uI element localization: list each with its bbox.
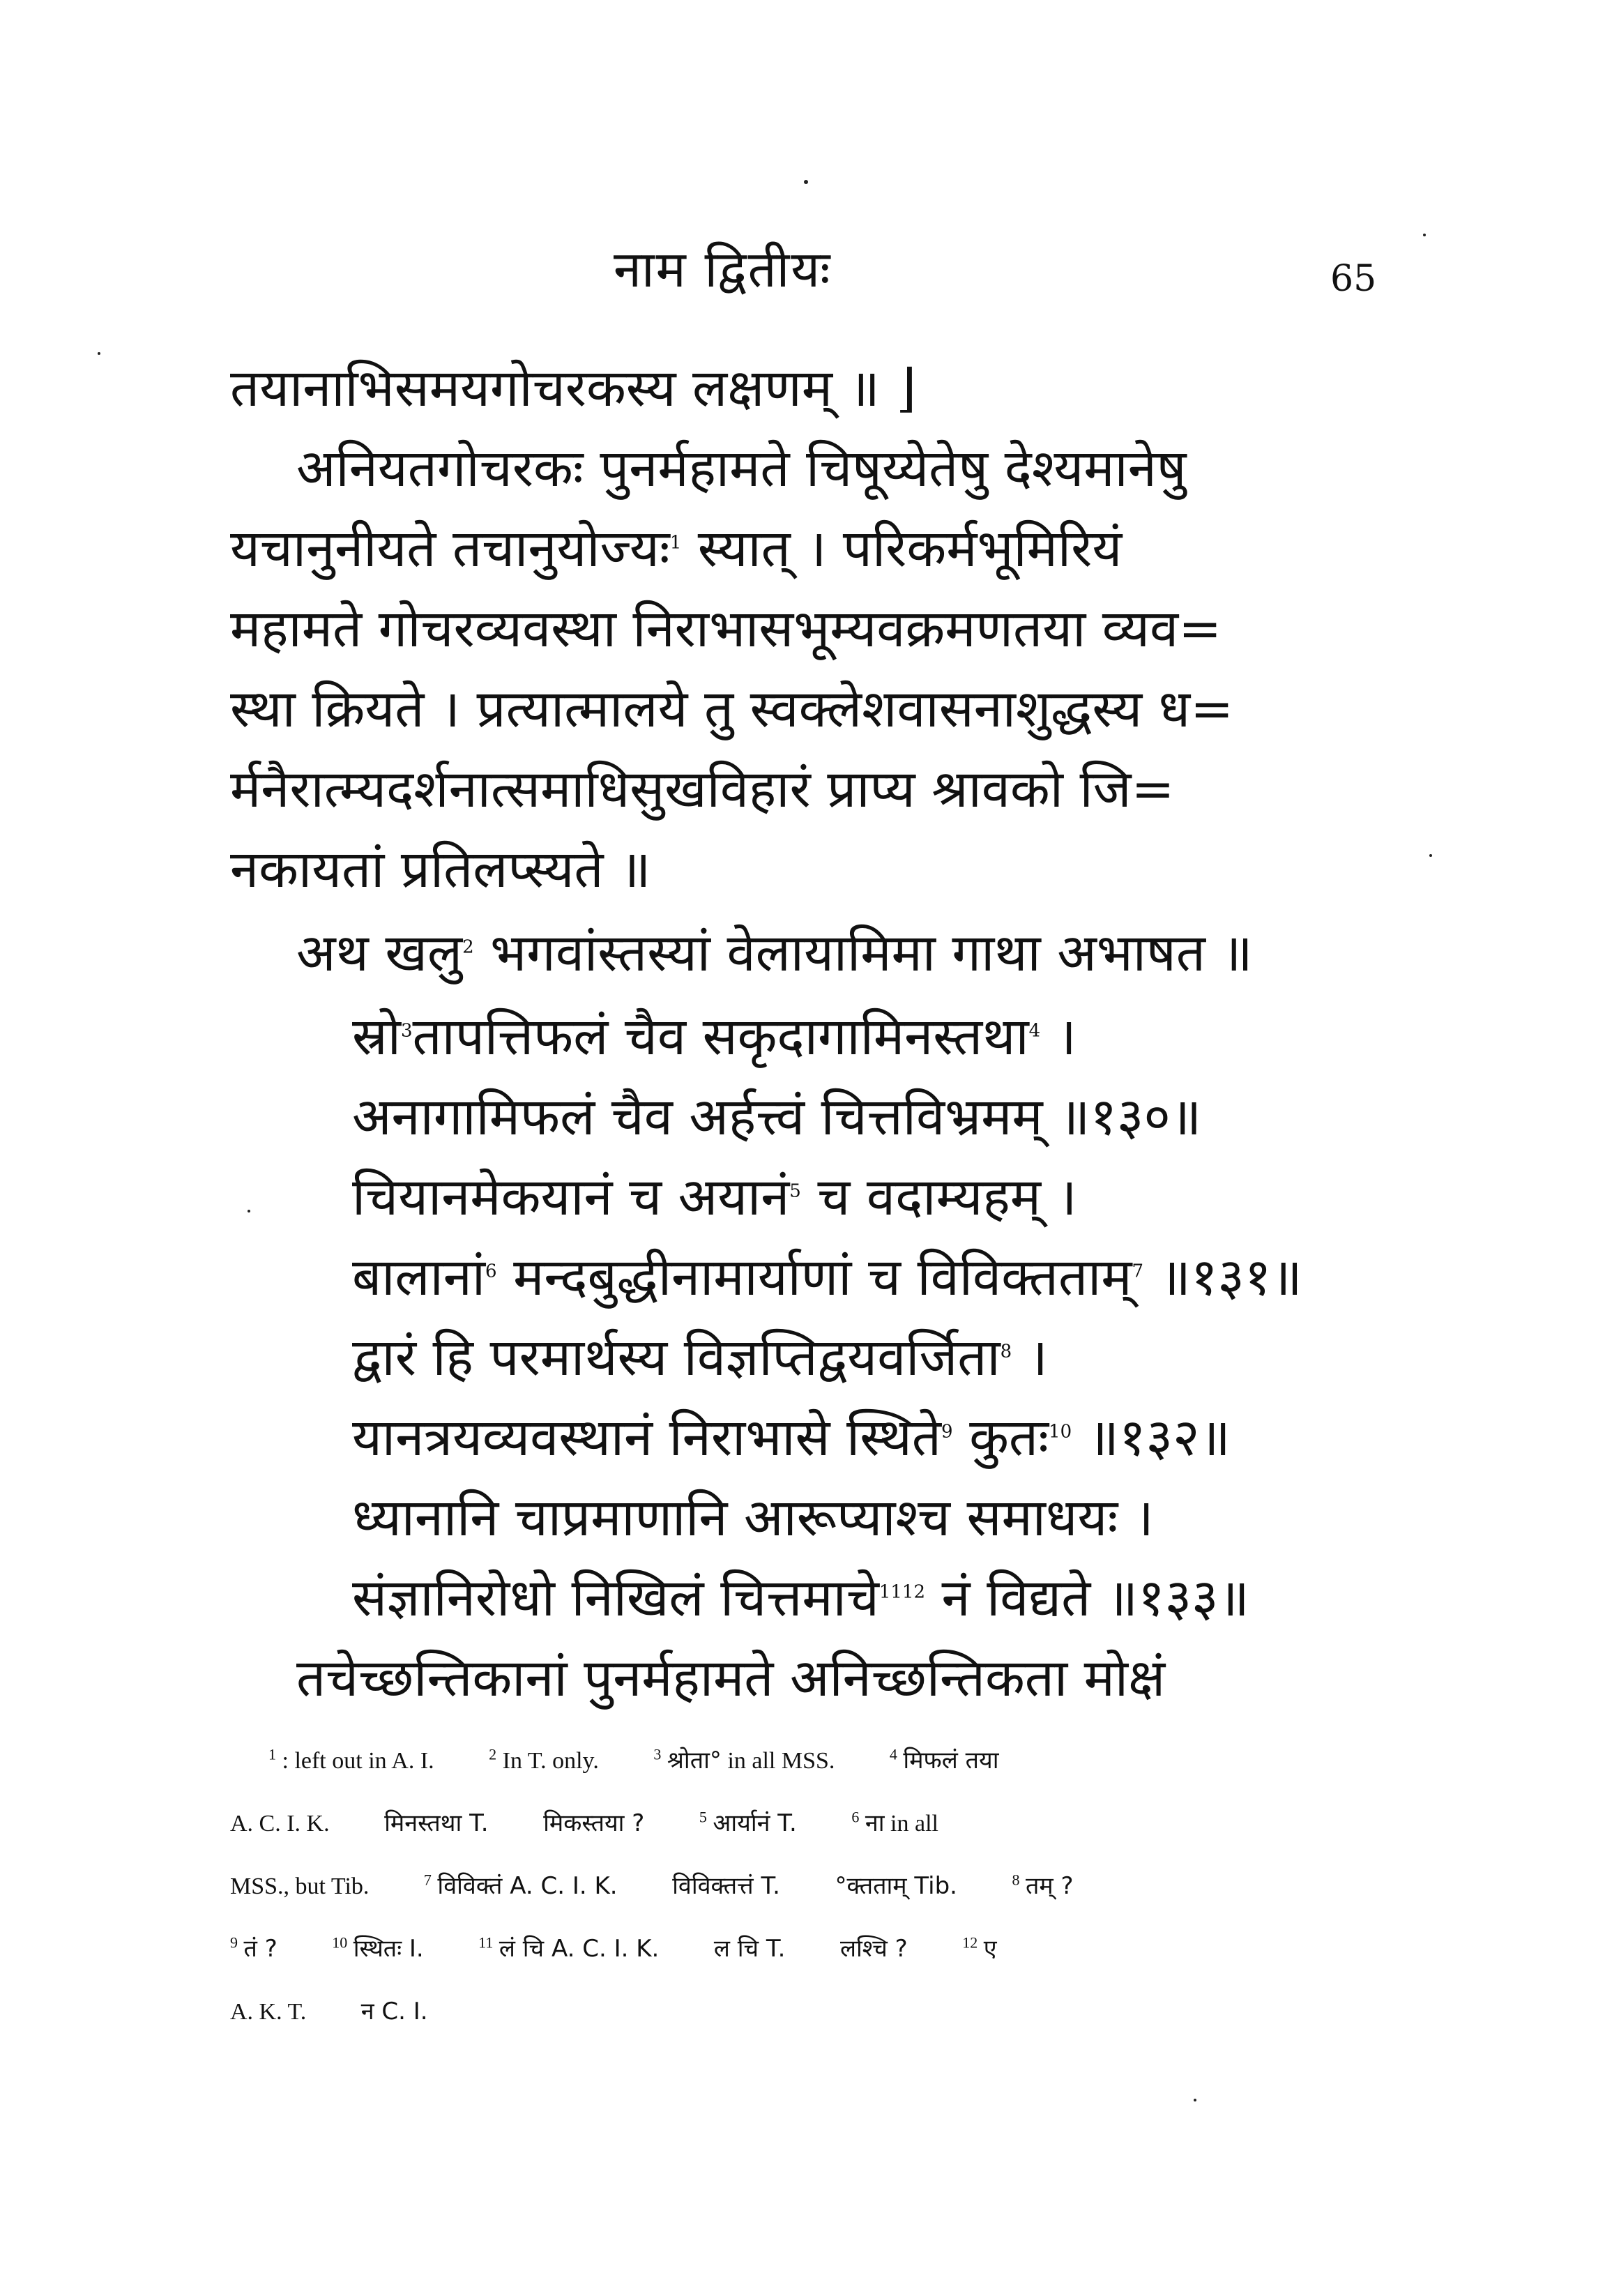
footnote: $^{12}$ ए — [962, 1933, 997, 1963]
footnote: $^4$ मिफलं तया — [889, 1745, 999, 1774]
verse-line: स्रो$^3$तापत्तिफलं चैव सकृदागामिनस्तथा$^4$ । — [352, 1007, 1077, 1067]
footnote-ref: 4 — [1028, 1020, 1041, 1042]
prose-line: महामते गोचरव्यवस्था निराभासभूम्यवक्रमणतया व्यव= — [230, 599, 1222, 659]
footnote-ref: 6 — [485, 1261, 497, 1282]
footnote-ref: 3 — [400, 1020, 413, 1042]
print-speck — [98, 352, 100, 355]
footnote: $^8$ तम् ? — [1012, 1871, 1074, 1900]
footnote: $^3$ श्रोता° in all MSS. — [653, 1745, 835, 1774]
print-speck — [804, 180, 808, 184]
verse-line: संज्ञानिरोधो निखिलं चित्तमाचे$^{1112}$ नं विद्यते ॥१३३॥ — [352, 1568, 1249, 1628]
footnote-line — [230, 1869, 1123, 1901]
footnote-line — [230, 1994, 477, 2026]
page-number: 65 — [1330, 258, 1377, 300]
footnote-ref: 12 — [902, 1581, 926, 1603]
footnote: $^{10}$ स्थितः I. — [332, 1933, 424, 1963]
footnote-line — [230, 1806, 987, 1838]
verse-line: द्वारं हि परमार्थस्य विज्ञप्तिद्वयवर्जिता$^8$ । — [352, 1328, 1048, 1388]
prose-line: तयानाभिसमयगोचरकस्य लक्षणम् ॥ ⌋ — [230, 358, 917, 418]
footnote-text: विविक्तत्तं T. — [672, 1872, 780, 1900]
print-speck — [1194, 2099, 1196, 2101]
footnote: $^1$ : left out in A. I. — [268, 1745, 434, 1774]
print-speck — [248, 1210, 250, 1212]
footnote-text: ल चि T. — [713, 1935, 786, 1963]
footnote-line — [268, 1743, 1048, 1775]
prose-line: यचानुनीयते तचानुयोज्यः$^1$ स्यात् । परिकर्मभूमिरियं — [230, 519, 1123, 579]
footnote-text: A. K. T. — [230, 1999, 307, 2025]
prose-line: नकायतां प्रतिलप्स्यते ॥ — [230, 839, 651, 899]
print-speck — [1429, 854, 1432, 857]
print-speck — [1423, 234, 1426, 236]
verse-line: चियानमेकयानं च अयानं$^5$ च वदाम्यहम् । — [352, 1167, 1077, 1227]
verse-line: यानत्रयव्यवस्थानं निराभासे स्थिते$^9$ कुतः$^{10}$ ॥१३२॥ — [352, 1408, 1231, 1468]
running-head: नाम द्वितीयः — [614, 240, 832, 298]
footnote: $^2$ In T. only. — [489, 1745, 599, 1774]
verse-intro: अथ खलु$^2$ भगवांस्तस्यां वेलायामिमा गाथा अभाषत ॥ — [296, 923, 1253, 983]
footnote-text: मिकस्तया ? — [543, 1809, 645, 1837]
verse-line: बालानां$^6$ मन्दबुद्धीनामार्याणां च विविक्तताम्$^7$ ॥१३१॥ — [352, 1247, 1302, 1307]
prose-line: तचेच्छन्तिकानां पुनर्महामते अनिच्छन्तिकता मोक्षं — [296, 1648, 1166, 1708]
footnote: $^5$ आर्यानं T. — [699, 1808, 797, 1837]
footnote-ref: 1 — [669, 532, 682, 554]
footnote-ref: 7 — [1132, 1261, 1144, 1282]
verse-line: अनागामिफलं चैव अर्हत्त्वं चित्तविभ्रमम् ॥१३०॥ — [352, 1087, 1202, 1147]
footnote-text: लश्चि ? — [839, 1935, 908, 1963]
footnote-ref: 9 — [941, 1421, 953, 1443]
footnote: $^{11}$ लं चि A. C. I. K. — [478, 1933, 660, 1963]
verse-line: ध्यानानि चाप्रमाणानि आरूप्याश्च समाधयः । — [352, 1488, 1154, 1548]
footnote-ref: 8 — [1000, 1341, 1012, 1362]
footnote-line — [230, 1931, 1046, 1963]
footnote-text: MSS., but Tib. — [230, 1873, 370, 1899]
footnote-ref: 5 — [789, 1180, 801, 1202]
footnote-text: मिनस्तथा T. — [384, 1809, 489, 1837]
prose-line: र्मनैरात्म्यदर्शनात्समाधिसुखविहारं प्राप्य श्रावको जि= — [230, 759, 1175, 819]
footnote: $^9$ तं ? — [230, 1933, 277, 1963]
footnote: $^7$ विविक्तं A. C. I. K. — [423, 1871, 618, 1900]
footnote-ref: 2 — [462, 936, 474, 958]
footnote-text: °क्तताम् Tib. — [835, 1872, 957, 1900]
footnote-ref: 10 — [1049, 1421, 1072, 1443]
footnote-text: A. C. I. K. — [230, 1811, 330, 1837]
footnote: $^6$ ना in all — [851, 1808, 938, 1837]
prose-line: अनियतगोचरकः पुनर्महामते चिषूय्येतेषु देश्यमानेषु — [296, 439, 1187, 499]
footnote-text: न C. I. — [360, 1998, 428, 2025]
prose-line: स्था क्रियते । प्रत्यात्मालये तु स्वक्लेशवासनाशुद्धस्य ध= — [230, 679, 1234, 739]
footnote-ref: 11 — [878, 1581, 902, 1603]
